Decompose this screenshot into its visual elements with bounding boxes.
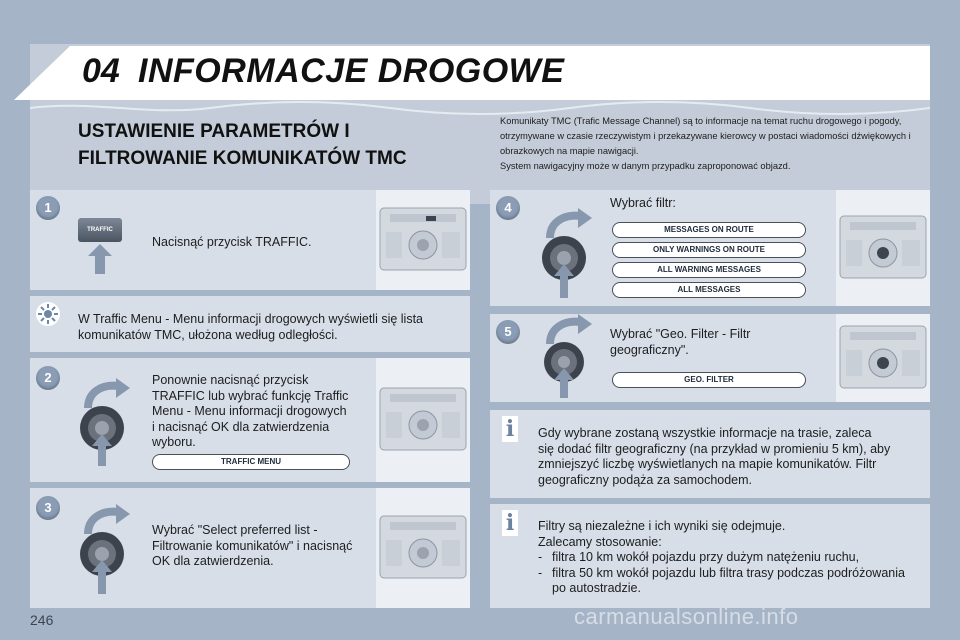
step-5-text bbox=[610, 327, 830, 358]
press-arrow-icon bbox=[88, 244, 112, 274]
step-3-text bbox=[152, 523, 372, 570]
step-3-line: OK dla zatwierdzenia. bbox=[152, 554, 274, 568]
info-line: zmniejszyć liczbę wyświetlanych na mapie komunikatów. Filtr bbox=[538, 457, 877, 471]
bullet-item bbox=[538, 566, 924, 582]
sun-glyph bbox=[36, 302, 60, 326]
info-line: się dodać filtr geograficzny (na przykład w promieniu 5 km), aby bbox=[538, 441, 891, 456]
rotary-knob-icon bbox=[72, 504, 142, 598]
intro-line: obrazkowych na mapie nawigacji. bbox=[500, 146, 639, 156]
step-2-line: TRAFFIC lub wybrać funkcję Traffic bbox=[152, 388, 349, 403]
step-3-line: Filtrowanie komunikatów" i nacisnąć bbox=[152, 538, 353, 553]
step-4-device-image bbox=[836, 190, 930, 306]
section-heading-line2: FILTROWANIE KOMUNIKATÓW TMC bbox=[78, 148, 407, 169]
rotary-knob-icon bbox=[534, 208, 604, 302]
sun-icon bbox=[36, 302, 60, 326]
tip-line: W Traffic Menu - Menu informacji drogowych wyświetli się lista bbox=[78, 312, 424, 326]
step-3-line: Wybrać "Select preferred list - bbox=[152, 523, 318, 537]
info-line: Zalecamy stosowanie: bbox=[538, 534, 662, 549]
tip-text bbox=[78, 312, 458, 343]
bullet-item bbox=[538, 550, 924, 566]
filter-option: MESSAGES ON ROUTE bbox=[612, 222, 806, 238]
step-2-line: wyboru. bbox=[152, 435, 196, 449]
bullet-continuation: po autostradzie. bbox=[552, 581, 641, 595]
step-1-device-image bbox=[376, 190, 470, 290]
intro-line: otrzymywane w czasie rzeczywistym i przekazywane kierowcy w postaci wiadomości dźwiękowych i bbox=[500, 131, 911, 141]
chapter-number: 04 bbox=[82, 52, 120, 90]
rotary-knob-icon bbox=[72, 378, 142, 468]
step-3-device-image bbox=[376, 488, 470, 608]
section-heading bbox=[78, 118, 458, 172]
step-1-text: Nacisnąć przycisk TRAFFIC. bbox=[152, 235, 312, 249]
filter-option: ALL MESSAGES bbox=[612, 282, 806, 298]
info-text-2 bbox=[538, 519, 924, 597]
step-2-line: Ponownie nacisnąć przycisk bbox=[152, 373, 309, 387]
watermark: carmanualsonline.info bbox=[574, 604, 799, 629]
traffic-button: TRAFFIC bbox=[78, 218, 122, 242]
geo-filter-pill: GEO. FILTER bbox=[612, 372, 806, 388]
bullet-text: filtra 50 km wokół pojazdu lub filtra trasy podczas podróżowania bbox=[552, 565, 905, 580]
rotary-knob-icon bbox=[534, 314, 604, 400]
step-5-line: geograficzny". bbox=[610, 342, 689, 357]
step-5-line: Wybrać "Geo. Filter - Filtr bbox=[610, 327, 751, 341]
step-2-line: i nacisnąć OK dla zatwierdzenia bbox=[152, 419, 330, 434]
section-heading-line1: USTAWIENIE PARAMETRÓW I bbox=[78, 121, 350, 142]
radio-unit-icon bbox=[836, 190, 930, 306]
step-3-badge: 3 bbox=[36, 496, 60, 520]
step-5-device-image bbox=[836, 314, 930, 402]
step-4-text: Wybrać filtr: bbox=[610, 196, 676, 210]
intro-text bbox=[500, 114, 930, 174]
page-number: 246 bbox=[30, 612, 54, 628]
info-line: Filtry są niezależne i ich wyniki się odejmuje. bbox=[538, 519, 786, 533]
step-2-line: Menu - Menu informacji drogowych bbox=[152, 404, 347, 418]
filter-option: ALL WARNING MESSAGES bbox=[612, 262, 806, 278]
bullet-text: filtra 10 km wokół pojazdu przy dużym natężeniu ruchu, bbox=[552, 550, 860, 564]
info-line: geograficzny podąża za samochodem. bbox=[538, 472, 753, 487]
intro-line: System nawigacyjny może w danym przypadku zaproponować objazd. bbox=[500, 161, 791, 171]
step-1-badge: 1 bbox=[36, 196, 60, 220]
bullet-dash: - bbox=[538, 565, 543, 580]
radio-unit-icon bbox=[376, 488, 470, 608]
page-title: INFORMACJE DROGOWE bbox=[138, 52, 565, 90]
info-line: Gdy wybrane zostaną wszystkie informacje na trasie, zaleca bbox=[538, 426, 872, 440]
radio-unit-icon bbox=[376, 358, 470, 482]
info-icon: i bbox=[502, 416, 518, 442]
intro-line: Komunikaty TMC (Trafic Message Channel) są to informacje na temat ruchu drogowego i pogody, bbox=[500, 116, 902, 126]
bullet-dash: - bbox=[538, 550, 543, 564]
step-2-text bbox=[152, 373, 372, 451]
traffic-menu-pill: TRAFFIC MENU bbox=[152, 454, 350, 470]
step-4-badge: 4 bbox=[496, 196, 520, 220]
radio-unit-icon bbox=[376, 190, 470, 290]
step-2-badge: 2 bbox=[36, 366, 60, 390]
filter-option: ONLY WARNINGS ON ROUTE bbox=[612, 242, 806, 258]
header-triangle bbox=[0, 46, 70, 100]
info-text-1 bbox=[538, 426, 918, 488]
step-5-badge: 5 bbox=[496, 320, 520, 344]
tip-line: komunikatów TMC, ułożona według odległości. bbox=[78, 327, 338, 342]
info-icon: i bbox=[502, 510, 518, 536]
step-2-device-image bbox=[376, 358, 470, 482]
radio-unit-icon bbox=[836, 314, 930, 402]
